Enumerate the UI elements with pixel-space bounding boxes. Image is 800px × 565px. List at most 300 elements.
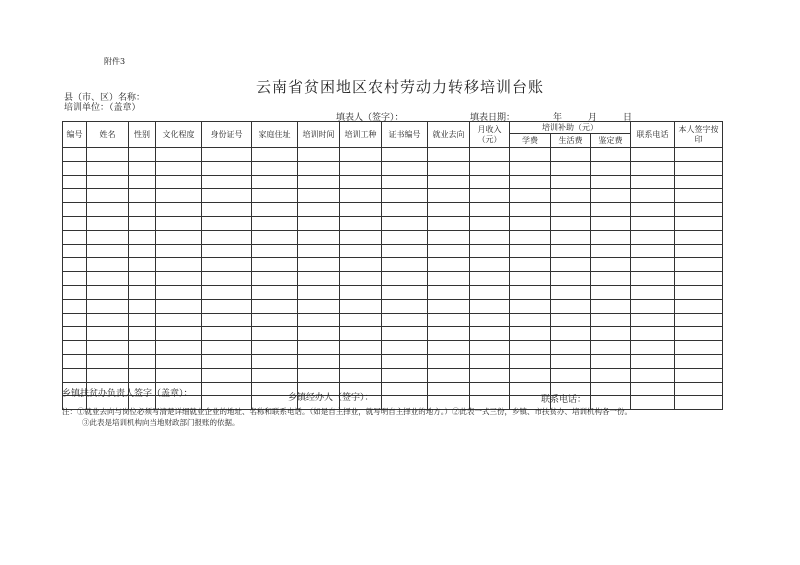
table-cell[interactable] (298, 189, 340, 203)
footer-contact-phone: 联系电话： (541, 395, 587, 405)
table-cell[interactable] (591, 148, 631, 162)
table-cell[interactable] (510, 203, 551, 217)
table-cell[interactable] (675, 285, 723, 299)
table-cell[interactable] (551, 341, 591, 355)
table-cell[interactable] (470, 313, 510, 327)
table-cell[interactable] (87, 299, 129, 313)
table-cell[interactable] (675, 161, 723, 175)
table-cell[interactable] (63, 161, 87, 175)
table-cell[interactable] (382, 327, 428, 341)
table-cell[interactable] (252, 203, 298, 217)
table-cell[interactable] (87, 203, 129, 217)
table-cell[interactable] (675, 244, 723, 258)
table-cell[interactable] (631, 327, 675, 341)
table-cell[interactable] (202, 382, 252, 396)
table-cell[interactable] (252, 148, 298, 162)
table-cell[interactable] (675, 189, 723, 203)
table-cell[interactable] (428, 203, 470, 217)
table-cell[interactable] (428, 148, 470, 162)
table-cell[interactable] (510, 230, 551, 244)
table-row (63, 189, 723, 203)
table-cell[interactable] (551, 258, 591, 272)
table-cell[interactable] (675, 216, 723, 230)
table-cell[interactable] (87, 161, 129, 175)
table-cell[interactable] (63, 354, 87, 368)
table-cell[interactable] (298, 327, 340, 341)
table-cell[interactable] (87, 341, 129, 355)
table-cell[interactable] (340, 203, 382, 217)
table-cell[interactable] (252, 299, 298, 313)
table-cell[interactable] (428, 244, 470, 258)
table-cell[interactable] (129, 175, 156, 189)
table-cell[interactable] (631, 341, 675, 355)
table-cell[interactable] (63, 313, 87, 327)
table-cell[interactable] (510, 148, 551, 162)
table-row (63, 327, 723, 341)
table-cell[interactable] (298, 161, 340, 175)
table-cell[interactable] (129, 148, 156, 162)
table-cell[interactable] (202, 313, 252, 327)
header-employment-destination: 就业去向 (428, 122, 470, 148)
table-cell[interactable] (63, 341, 87, 355)
table-cell[interactable] (428, 382, 470, 396)
table-cell[interactable] (591, 382, 631, 396)
table-cell[interactable] (202, 299, 252, 313)
table-cell[interactable] (252, 216, 298, 230)
table-cell[interactable] (340, 244, 382, 258)
table-cell[interactable] (631, 148, 675, 162)
table-cell[interactable] (551, 285, 591, 299)
table-row (63, 175, 723, 189)
notes-section (62, 406, 712, 428)
table-cell[interactable] (675, 230, 723, 244)
table-cell[interactable] (428, 285, 470, 299)
table-cell[interactable] (340, 272, 382, 286)
table-cell[interactable] (428, 230, 470, 244)
table-cell[interactable] (631, 203, 675, 217)
header-education: 文化程度 (156, 122, 202, 148)
table-cell[interactable] (631, 382, 675, 396)
table-cell[interactable] (675, 313, 723, 327)
table-cell[interactable] (63, 175, 87, 189)
table-cell[interactable] (202, 258, 252, 272)
table-cell[interactable] (129, 327, 156, 341)
table-cell[interactable] (382, 244, 428, 258)
table-cell[interactable] (63, 285, 87, 299)
table-cell[interactable] (87, 175, 129, 189)
table-cell[interactable] (340, 354, 382, 368)
table-cell[interactable] (382, 285, 428, 299)
table-cell[interactable] (551, 354, 591, 368)
table-cell[interactable] (340, 299, 382, 313)
header-id-number: 身份证号 (202, 122, 252, 148)
table-cell[interactable] (470, 189, 510, 203)
table-cell[interactable] (510, 327, 551, 341)
table-cell[interactable] (631, 258, 675, 272)
table-cell[interactable] (298, 148, 340, 162)
table-cell[interactable] (156, 148, 202, 162)
table-cell[interactable] (428, 299, 470, 313)
table-cell[interactable] (156, 285, 202, 299)
table-row (63, 244, 723, 258)
table-cell[interactable] (470, 175, 510, 189)
table-cell[interactable] (428, 258, 470, 272)
table-cell[interactable] (470, 299, 510, 313)
table-cell[interactable] (551, 216, 591, 230)
table-cell[interactable] (551, 244, 591, 258)
table-cell[interactable] (202, 244, 252, 258)
table-cell[interactable] (510, 189, 551, 203)
table-cell[interactable] (87, 244, 129, 258)
table-cell[interactable] (252, 258, 298, 272)
table-cell[interactable] (551, 148, 591, 162)
table-cell[interactable] (298, 175, 340, 189)
table-cell[interactable] (470, 216, 510, 230)
table-cell[interactable] (129, 244, 156, 258)
table-cell[interactable] (156, 230, 202, 244)
table-cell[interactable] (63, 368, 87, 382)
table-cell[interactable] (675, 258, 723, 272)
table-cell[interactable] (252, 161, 298, 175)
table-cell[interactable] (591, 354, 631, 368)
table-cell[interactable] (129, 203, 156, 217)
table-cell[interactable] (129, 285, 156, 299)
table-cell[interactable] (87, 368, 129, 382)
table-cell[interactable] (551, 368, 591, 382)
table-cell[interactable] (129, 313, 156, 327)
table-cell[interactable] (551, 272, 591, 286)
table-cell[interactable] (340, 368, 382, 382)
table-cell[interactable] (631, 244, 675, 258)
table-cell[interactable] (298, 230, 340, 244)
table-cell[interactable] (591, 175, 631, 189)
table-cell[interactable] (591, 230, 631, 244)
table-cell[interactable] (591, 203, 631, 217)
header-living-expenses: 生活费 (551, 134, 591, 148)
table-cell[interactable] (428, 216, 470, 230)
table-cell[interactable] (129, 216, 156, 230)
table-cell[interactable] (675, 382, 723, 396)
table-cell[interactable] (340, 230, 382, 244)
table-cell[interactable] (156, 368, 202, 382)
table-cell[interactable] (675, 327, 723, 341)
table-cell[interactable] (382, 258, 428, 272)
table-cell[interactable] (63, 299, 87, 313)
table-cell[interactable] (252, 313, 298, 327)
table-cell[interactable] (129, 368, 156, 382)
table-cell[interactable] (382, 354, 428, 368)
table-cell[interactable] (252, 354, 298, 368)
table-cell[interactable] (202, 161, 252, 175)
table-cell[interactable] (382, 175, 428, 189)
table-cell[interactable] (298, 203, 340, 217)
table-cell[interactable] (470, 354, 510, 368)
table-cell[interactable] (340, 285, 382, 299)
table-cell[interactable] (156, 258, 202, 272)
table-cell[interactable] (87, 258, 129, 272)
table-cell[interactable] (63, 230, 87, 244)
table-cell[interactable] (510, 354, 551, 368)
table-cell[interactable] (156, 203, 202, 217)
table-cell[interactable] (510, 244, 551, 258)
table-cell[interactable] (63, 272, 87, 286)
table-cell[interactable] (252, 327, 298, 341)
table-cell[interactable] (156, 299, 202, 313)
table-cell[interactable] (675, 175, 723, 189)
table-cell[interactable] (202, 230, 252, 244)
table-cell[interactable] (298, 313, 340, 327)
table-cell[interactable] (591, 285, 631, 299)
table-cell[interactable] (252, 175, 298, 189)
table-cell[interactable] (202, 341, 252, 355)
table-cell[interactable] (428, 161, 470, 175)
table-cell[interactable] (156, 175, 202, 189)
table-cell[interactable] (591, 272, 631, 286)
table-cell[interactable] (470, 148, 510, 162)
table-cell[interactable] (156, 354, 202, 368)
table-cell[interactable] (252, 230, 298, 244)
table-cell[interactable] (591, 216, 631, 230)
table-cell[interactable] (298, 244, 340, 258)
table-cell[interactable] (202, 203, 252, 217)
table-cell[interactable] (340, 313, 382, 327)
table-cell[interactable] (470, 244, 510, 258)
table-cell[interactable] (591, 368, 631, 382)
table-cell[interactable] (202, 368, 252, 382)
table-cell[interactable] (428, 189, 470, 203)
table-cell[interactable] (551, 230, 591, 244)
table-row (63, 203, 723, 217)
table-cell[interactable] (631, 175, 675, 189)
table-cell[interactable] (631, 272, 675, 286)
table-cell[interactable] (675, 341, 723, 355)
header-home-address: 家庭住址 (252, 122, 298, 148)
ledger-body (63, 148, 723, 410)
table-cell[interactable] (675, 272, 723, 286)
table-cell[interactable] (631, 161, 675, 175)
table-cell[interactable] (382, 161, 428, 175)
table-cell[interactable] (428, 272, 470, 286)
table-cell[interactable] (202, 189, 252, 203)
table-cell[interactable] (87, 230, 129, 244)
table-row (63, 161, 723, 175)
table-cell[interactable] (340, 327, 382, 341)
table-cell[interactable] (129, 189, 156, 203)
table-cell[interactable] (87, 327, 129, 341)
table-cell[interactable] (156, 272, 202, 286)
table-cell[interactable] (252, 272, 298, 286)
table-cell[interactable] (470, 203, 510, 217)
header-appraisal-fee: 鉴定费 (591, 134, 631, 148)
table-cell[interactable] (202, 272, 252, 286)
table-cell[interactable] (202, 327, 252, 341)
table-cell[interactable] (298, 341, 340, 355)
table-cell[interactable] (298, 216, 340, 230)
table-cell[interactable] (675, 299, 723, 313)
table-cell[interactable] (298, 258, 340, 272)
table-cell[interactable] (591, 313, 631, 327)
table-cell[interactable] (470, 382, 510, 396)
table-cell[interactable] (591, 327, 631, 341)
table-cell[interactable] (382, 299, 428, 313)
table-cell[interactable] (129, 258, 156, 272)
table-cell[interactable] (551, 327, 591, 341)
table-cell[interactable] (591, 299, 631, 313)
table-cell[interactable] (87, 285, 129, 299)
table-cell[interactable] (510, 285, 551, 299)
table-cell[interactable] (298, 272, 340, 286)
table-cell[interactable] (202, 285, 252, 299)
table-cell[interactable] (87, 272, 129, 286)
table-cell[interactable] (340, 148, 382, 162)
table-cell[interactable] (156, 216, 202, 230)
header-number: 编号 (63, 122, 87, 148)
table-cell[interactable] (551, 313, 591, 327)
table-cell[interactable] (87, 313, 129, 327)
table-cell[interactable] (252, 368, 298, 382)
table-cell[interactable] (675, 203, 723, 217)
table-cell[interactable] (591, 161, 631, 175)
table-cell[interactable] (156, 313, 202, 327)
table-cell[interactable] (129, 230, 156, 244)
table-cell[interactable] (551, 189, 591, 203)
table-cell[interactable] (252, 341, 298, 355)
table-cell[interactable] (202, 148, 252, 162)
table-cell[interactable] (156, 244, 202, 258)
table-cell[interactable] (631, 313, 675, 327)
table-cell[interactable] (298, 368, 340, 382)
table-cell[interactable] (63, 258, 87, 272)
table-cell[interactable] (510, 175, 551, 189)
table-cell[interactable] (202, 216, 252, 230)
table-cell[interactable] (510, 161, 551, 175)
table-cell[interactable] (87, 216, 129, 230)
table-cell[interactable] (252, 189, 298, 203)
table-cell[interactable] (298, 285, 340, 299)
table-cell[interactable] (470, 285, 510, 299)
table-cell[interactable] (470, 258, 510, 272)
table-cell[interactable] (470, 341, 510, 355)
table-cell[interactable] (510, 313, 551, 327)
table-cell[interactable] (340, 175, 382, 189)
table-cell[interactable] (428, 313, 470, 327)
table-cell[interactable] (631, 354, 675, 368)
table-cell[interactable] (129, 272, 156, 286)
township-staff-signature: 乡镇经办人（签字）： (288, 393, 374, 403)
table-cell[interactable] (382, 216, 428, 230)
table-cell[interactable] (382, 341, 428, 355)
table-cell[interactable] (87, 354, 129, 368)
table-cell[interactable] (675, 354, 723, 368)
table-cell[interactable] (63, 203, 87, 217)
table-cell[interactable] (202, 175, 252, 189)
table-cell[interactable] (631, 189, 675, 203)
table-cell[interactable] (551, 203, 591, 217)
fill-date-label: 填表日期： (470, 113, 516, 123)
table-cell[interactable] (382, 189, 428, 203)
table-cell[interactable] (129, 341, 156, 355)
table-cell[interactable] (470, 272, 510, 286)
table-cell[interactable] (202, 354, 252, 368)
table-cell[interactable] (63, 148, 87, 162)
table-cell[interactable] (551, 175, 591, 189)
table-cell[interactable] (382, 313, 428, 327)
table-cell[interactable] (252, 244, 298, 258)
table-cell[interactable] (428, 175, 470, 189)
table-cell[interactable] (156, 341, 202, 355)
table-cell[interactable] (298, 299, 340, 313)
table-cell[interactable] (470, 161, 510, 175)
table-cell[interactable] (510, 368, 551, 382)
table-cell[interactable] (631, 299, 675, 313)
table-cell[interactable] (382, 148, 428, 162)
table-cell[interactable] (382, 368, 428, 382)
table-cell[interactable] (510, 341, 551, 355)
table-cell[interactable] (340, 216, 382, 230)
table-cell[interactable] (675, 368, 723, 382)
table-cell[interactable] (510, 272, 551, 286)
table-cell[interactable] (510, 299, 551, 313)
table-cell[interactable] (631, 285, 675, 299)
table-cell[interactable] (382, 230, 428, 244)
table-cell[interactable] (510, 258, 551, 272)
table-cell[interactable] (252, 285, 298, 299)
table-cell[interactable] (470, 327, 510, 341)
table-cell[interactable] (675, 148, 723, 162)
table-cell[interactable] (591, 341, 631, 355)
table-cell[interactable] (631, 216, 675, 230)
table-cell[interactable] (340, 161, 382, 175)
table-cell[interactable] (551, 299, 591, 313)
table-cell[interactable] (382, 203, 428, 217)
table-cell[interactable] (63, 216, 87, 230)
table-cell[interactable] (428, 341, 470, 355)
table-cell[interactable] (129, 161, 156, 175)
table-cell[interactable] (156, 189, 202, 203)
table-cell[interactable] (129, 354, 156, 368)
table-cell[interactable] (591, 189, 631, 203)
table-cell[interactable] (298, 354, 340, 368)
table-cell[interactable] (510, 216, 551, 230)
table-row (63, 299, 723, 313)
table-cell[interactable] (340, 341, 382, 355)
table-cell[interactable] (87, 189, 129, 203)
table-cell[interactable] (470, 368, 510, 382)
table-cell[interactable] (591, 258, 631, 272)
table-cell[interactable] (129, 299, 156, 313)
table-cell[interactable] (428, 368, 470, 382)
table-cell[interactable] (631, 230, 675, 244)
table-cell[interactable] (382, 382, 428, 396)
table-cell[interactable] (156, 327, 202, 341)
table-cell[interactable] (63, 189, 87, 203)
table-cell[interactable] (382, 272, 428, 286)
table-cell[interactable] (87, 148, 129, 162)
table-row (63, 341, 723, 355)
table-cell[interactable] (63, 244, 87, 258)
table-cell[interactable] (551, 161, 591, 175)
table-cell[interactable] (631, 368, 675, 382)
header-tuition: 学费 (510, 134, 551, 148)
table-cell[interactable] (470, 230, 510, 244)
table-cell[interactable] (428, 327, 470, 341)
table-cell[interactable] (428, 354, 470, 368)
table-cell[interactable] (340, 258, 382, 272)
table-cell[interactable] (63, 327, 87, 341)
table-cell[interactable] (591, 244, 631, 258)
table-cell[interactable] (156, 161, 202, 175)
table-cell[interactable] (340, 189, 382, 203)
